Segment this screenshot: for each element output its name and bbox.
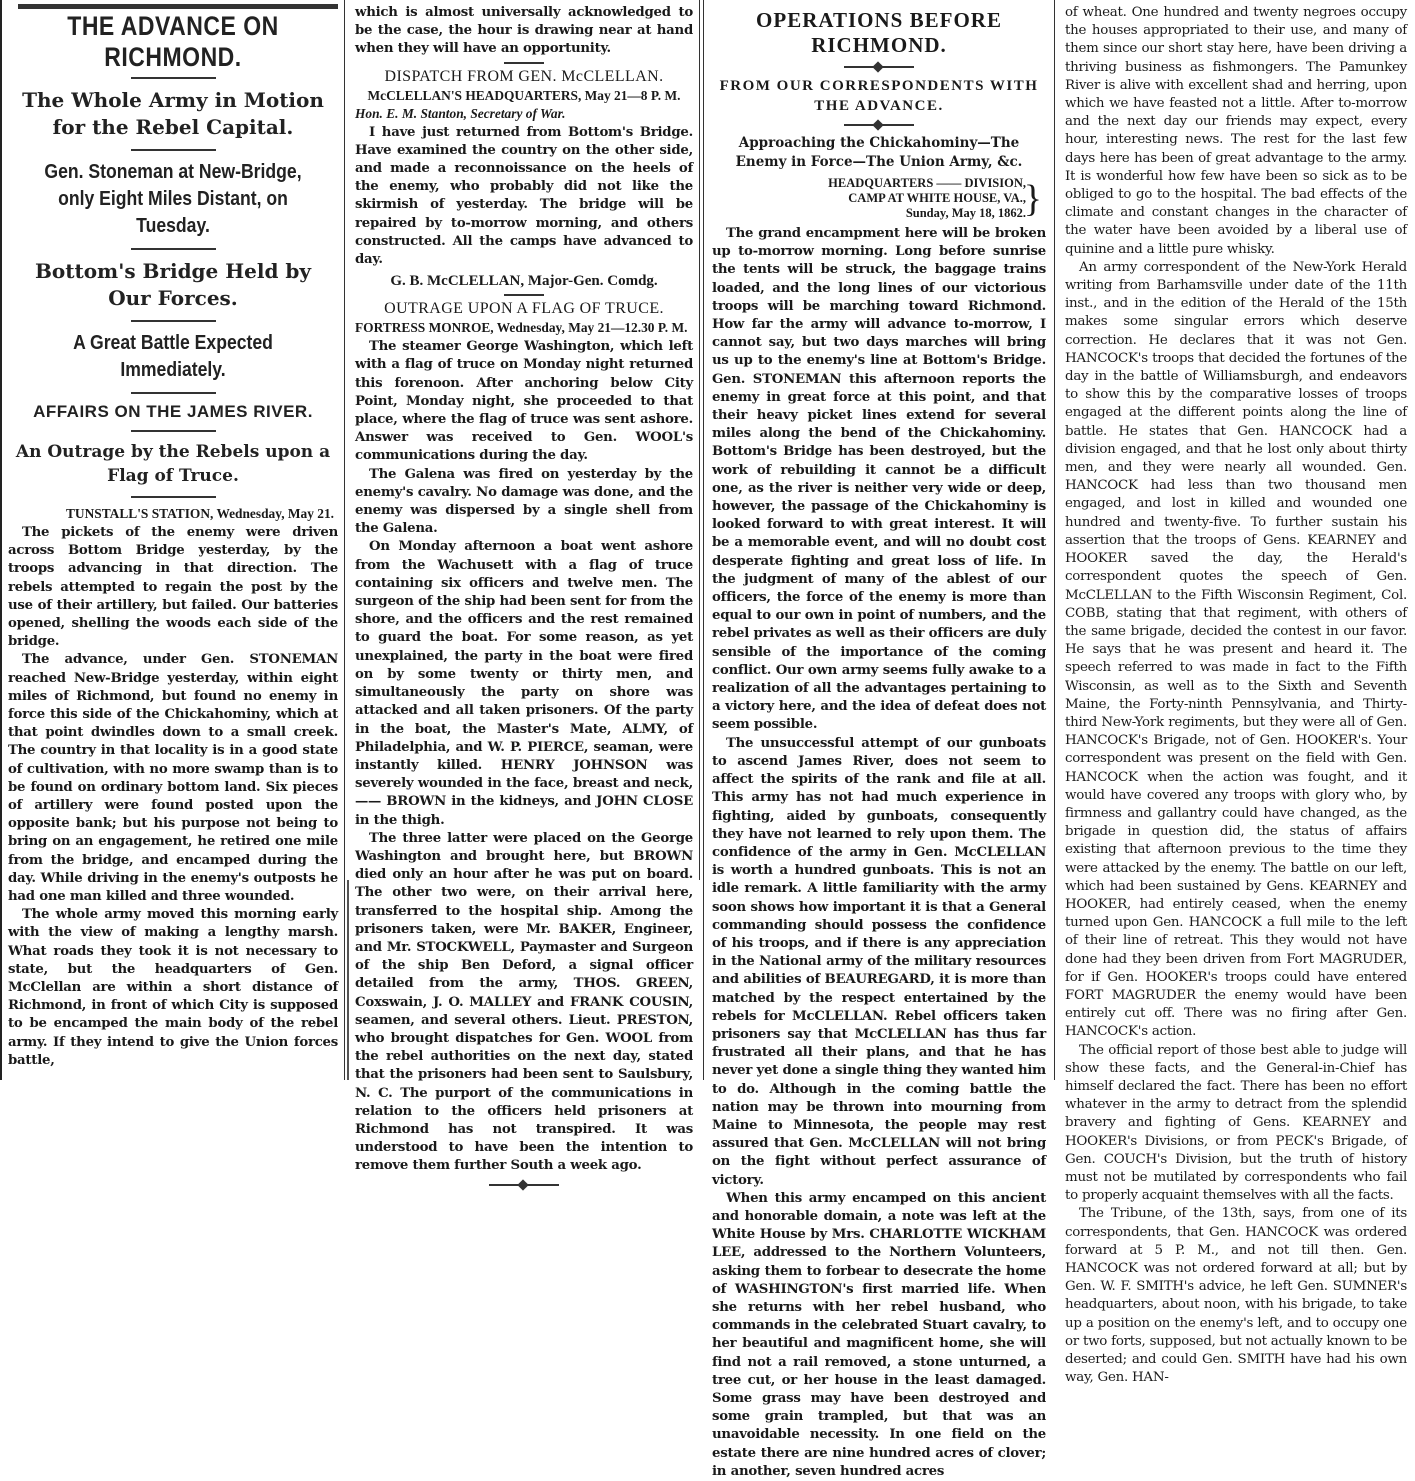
deck-stoneman: Gen. Stoneman at New-Bridge, only Eight Miles Distant, on Tuesday. (44, 161, 302, 237)
column-1 (0, 0, 345, 1080)
deck-outrage: An Outrage by the Rebels upon a Flag of Truce. (15, 442, 331, 486)
article-paragraph: When this army encamped on this ancient and honorable domain, a note was left at the White House by Mrs. CHARLOTTE WICKHAM LEE, addressed to the Northern Volunteers, asking them to forbear to desecrate the home of WASHINGTON's first married life. When she returns with her rebel husband, who commands in the celebrated Stuart cavalry, to her beautiful and magnificent home, she will find not a rail removed, a stone unturned, a tree cut, or her house in the least damaged. Some grass may have been destroyed and some grain trampled, but that was an unavoidable necessity. In one field on the estate there are nine hundred acres of clover; in another, seven hundred acres (712, 1190, 1046, 1479)
article-paragraph: The official report of those best able to judge will show these facts, and the General-in-Chief has himself declared the fact. There has been no effort whatever in the army to detract from the splendid bravery and fighting of Gens. KEARNEY and HOOKER's Divisions, or from PECK's Brigade, of Gen. COUCH's Division, but the truth of history must not be mutilated by correspondents who fail to properly acquaint themselves with all the facts. (1065, 1042, 1407, 1204)
deck-whole-army: The Whole Army in Motion for the Rebel Capital. (22, 88, 324, 139)
section-title-outrage: OUTRAGE UPON A FLAG OF TRUCE. (384, 300, 664, 318)
article-paragraph: of wheat. One hundred and twenty negroes occupy the houses appropriated to their use, and many of them since our short stay here, have been driving a thriving business as fishmongers. The Pamunkey River is alive with excellent shad and herring, upon which we have feasted not a little. After to-morrow and the next day our friends may expect, every hour, interesting news. The rest for the last few days here has been of great advantage to the army. It is wonderful how few have been so sick as to be obliged to go to the hospital. The bad effects of the climate and constant changes in the character of the water have been avoided by a liberal use of quinine and a little pure whisky. (1065, 5, 1407, 257)
dateline-tunstalls-station: TUNSTALL'S STATION, Wednesday, May 21. (66, 506, 334, 521)
dispatch-headquarters-line: McCLELLAN'S HEADQUARTERS, May 21—8 P. M. (367, 87, 681, 103)
continuation-paragraph: which is almost universally acknowledged to be the case, the hour is drawing near at hand when they will have an opportunity. (355, 5, 693, 57)
deck-james-river: AFFAIRS ON THE JAMES RIVER. (33, 402, 313, 421)
dateline-white-house (712, 176, 1026, 221)
divider (844, 66, 914, 68)
article-paragraph: The unsuccessful attempt of our gunboats to ascend James River, does not seem to affect the spirits of the rank and file at all. This army has not had much experience in fighting, aided by gunboats, consequently they have not learned to rely upon them. The confidence of the army in Gen. McCLELLAN is worth a hundred gunboats. This is not an idle remark. A little familiarity with the army soon shows how important it is that a General commanding should possess the confidence of his troops, and if there is any appreciation in the National army of the military resources and abilities of BEAUREGARD, it is more than matched by the respect entertained by the rebels for McCLELLAN. Rebel officers taken prisoners say that McCLELLAN has thus far frustrated all their plans, and that he has never yet done a single thing they wanted him to do. Although in the coming battle the nation may be thrown into mourning from Maine to Minnesota, the people may rest assured that Gen. McCLELLAN will not bring on the fight without perfect assurance of victory. (712, 735, 1046, 1188)
dispatch-signature: G. B. McCLELLAN, Major-Gen. Comdg. (390, 273, 658, 290)
article-paragraph: The whole army moved this morning early with the view of making a lengthy marsh. What roads they took it is not necessary to state, but the headquarters of Gen. McClellan are within a short distance of Richmond, in front of which City is supposed to be encamped the main body of the rebel army. If they intend to give the Union forces battle, (8, 907, 338, 1068)
divider (504, 62, 544, 64)
dispatch-addressee: Hon. E. M. Stanton, Secretary of War. (355, 105, 566, 121)
article-paragraph: The three latter were placed on the George Washington and brought here, but BROWN died only an hour after he was put on board. The other two were, on their arrival here, transferred to the hospital ship. Among the prisoners taken, were Mr. BAKER, Engineer, and Mr. STOCKWELL, Paymaster and Surgeon of the ship Ben Deford, a signal officer detailed from the army, THOS. GREEN, Coxswain, J. O. MALLEY and FRANK COUSIN, seamen, and several others. Lieut. PRESTON, who brought dispatches for Gen. WOOL from the rebel authorities on the next day, stated that the prisoners had been sent to Saulsbury, N. C. The purport of the communications in relation to the officers held prisoners at Richmond has not transpired. It was understood to have been the intention to remove them further South a week ago. (355, 830, 693, 1174)
divider (131, 248, 216, 250)
deck-bottoms-bridge: Bottom's Bridge Held by Our Forces. (34, 259, 312, 310)
dateline-fortress-monroe: FORTRESS MONROE, Wednesday, May 21—12.30 P. M. (355, 320, 688, 336)
headline-operations-before-richmond: OPERATIONS BEFORE RICHMOND. (756, 8, 1002, 57)
divider (131, 392, 216, 394)
divider (131, 149, 216, 151)
dateline-line: CAMP AT WHITE HOUSE, VA., (848, 191, 1026, 205)
article-paragraph: The Tribune, of the 13th, says, from one of its correspondents, that Gen. HANCOCK was ordered forward at 5 P. M., and not till then. Gen. HANCOCK was not ordered forward at all; but by Gen. W. F. SMITH's advice, he left Gen. SUMNER's headquarters, about noon, with his brigade, to take up a position on the enemy's left, and to occupy one or two forts, supposed, but not actually known to be deserted; and could Gen. SMITH have had his own way, Gen. HAN- (1065, 1206, 1408, 1386)
article-paragraph: The steamer George Washington, which left with a flag of truce on Monday night returned this forenoon. After anchoring below City Point, Monday night, she proceeded to that place, where the flag of truce was sent ashore. Answer was received to Gen. WOOL's communications during the day. (355, 339, 693, 464)
blank-area (347, 880, 700, 1080)
divider (131, 496, 216, 498)
dispatch-body: I have just returned from Bottom's Bridge. Have examined the country on the other side, and made a reconnoissance on the heels of the enemy, who probably did not like the skirmish of yesterday. The bridge will be repaired by to-morrow morning, and others constructed. All the camps have advanced to day. (355, 124, 693, 268)
section-title-dispatch: DISPATCH FROM GEN. McCLELLAN. (384, 67, 664, 85)
dateline-line: HEADQUARTERS —— DIVISION, (828, 176, 1026, 190)
divider (504, 294, 544, 296)
article-paragraph: An army correspondent of the New-York Herald writing from Barhamsville under date of the 11th inst., and in the edition of the Herald of the 15th makes some singular errors which deserve correction. He declares that it was not Gen. HANCOCK's troops that decided the fortunes of the day in the battle of Williamsburgh, and endeavors to show this by the comparative losses of troops engaged at the different points along the line of battle. He states that Gen. HANCOCK had a division engaged, and that he lost only about thirty men, and they were nearly all wounded. Gen. HANCOCK had less than two thousand men engaged, and lost in killed and wounded one hundred and twenty-five. To further sustain his assertion that the troops of Gens. KEARNEY and HOOKER saved the day, the Herald's correspondent quotes the speech of Gen. McCLELLAN to the Fifth Wisconsin Regiment, Col. COBB, stating that that regiment, with others of the same brigade, decided the contest in our favor. He says that he was present and heard it. The speech referred to was made in fact to the Fifth Wisconsin, as well as to the Sixth and Seventh Maine, the Forty-ninth Pennsylvania, and Thirty-third New-York regiments, but they were all of Gen. HANCOCK's Brigade, not of Gen. HOOKER's. Your correspondent was present on the field with Gen. HANCOCK when the action was fought, and it would have covered any troops with glory who, by firmness and gallantry could have changed, as the brigade in question did, the status of affairs existing that afternoon previous to the time they were attacked by the enemy. The battle on our left, which had been sustained by Gens. KEARNEY and HOOKER, had entirely ceased, when the enemy turned upon Gen. HANCOCK a full mile to the left of their line of retreat. This they would not have done had they been driven from Fort MAGRUDER, for if Gen. HOOKER's troops could have entered FORT MAGRUDER the enemy would have been entirely cut off. There was no firing after Gen. HANCOCK's action. (1065, 259, 1407, 1040)
dateline-line: Sunday, May 18, 1862. (905, 206, 1026, 220)
end-ornament (489, 1184, 559, 1186)
article-paragraph: On Monday afternoon a boat went ashore from the Wachusett with a flag of truce containing six officers and twelve men. The surgeon of the ship had been sent for from the shore, and the officers and the rest remained to guard the boat. For some reason, as yet unexplained, the party in the boat were fired on by some twenty or thirty men, and simultaneously the party on shore was attacked and all taken prisoners. Of the party in the boat, the Master's Mate, ALMY, of Philadelphia, and W. P. PIERCE, seaman, were instantly killed. HENRY JOHNSON was severely wounded in the face, breast and neck, —— BROWN in the kidneys, and JOHN CLOSE in the thigh. (355, 539, 693, 828)
column-3 (703, 0, 1055, 1479)
column-4 (1057, 0, 1415, 1386)
divider (131, 430, 216, 432)
article-paragraph: The grand encampment here will be broken up to-morrow morning. Long before sunrise the tents will be struck, the baggage trains loaded, and the long lines of our victorious troops will be marching toward Richmond. How far the army will advance to-morrow, I cannot say, but two days marches will bring us up to the enemy's line at Bottom's Bridge. Gen. STONEMAN this afternoon reports the enemy in great force at this point, and that their heavy picket lines extend for several miles along the bend of the Chickahominy. Bottom's Bridge has been destroyed, but the work of rebuilding it cannot be a difficult one, as the river is neither very wide or deep, however, the passage of the Chickahominy is looked forward to with great interest. It will be a memorable event, and will no doubt cost desperate fighting and great loss of life. In the judgment of many of the ablest of our officers, the force of the enemy is more than equal to our own in point of numbers, and the rebel privates as well as their officers are duly sensible of the importance of the coming conflict. Our own army seems fully awake to a realization of all the advantages pertaining to a victory here, and the idea of defeat does not seem possible. (712, 226, 1046, 733)
divider (131, 77, 216, 79)
masthead-rule (18, 4, 338, 9)
divider (844, 124, 914, 126)
column-2 (347, 0, 700, 1174)
divider (131, 320, 216, 322)
deck-chickahominy: Approaching the Chickahominy—The Enemy in Force—The Union Army, &c. (735, 135, 1023, 170)
deck-great-battle: A Great Battle Expected Immediately. (73, 332, 273, 381)
article-paragraph: The pickets of the enemy were driven across Bottom Bridge yesterday, by the troops advancing in that direction. The rebels attempted to regain the post by the use of their artillery, but failed. Our batteries opened, shelling the woods each side of the bridge. (8, 525, 338, 650)
subhead-correspondents: FROM OUR CORRESPONDENTS WITH THE ADVANCE. (719, 78, 1039, 114)
article-paragraph: The Galena was fired on yesterday by the enemy's cavalry. No damage was done, and the enemy was dispersed by a single shell from the Galena. (355, 466, 693, 537)
headline-advance-on-richmond: THE ADVANCE ON RICHMOND. (67, 10, 279, 72)
article-paragraph: The advance, under Gen. STONEMAN reached New-Bridge yesterday, within eight miles of Richmond, but found no enemy in force this side of the Chickahominy, which at that point dwindles down to a small creek. The country in that locality is in a good state of cultivation, with no more swamp than is to be found on ordinary bottom land. Six pieces of artillery were found posted upon the opposite bank; but his purpose not being to bring on an engagement, he retired one mile from the bridge, and encamped during the day. While driving in the enemy's outposts he had one man killed and three wounded. (8, 652, 338, 905)
